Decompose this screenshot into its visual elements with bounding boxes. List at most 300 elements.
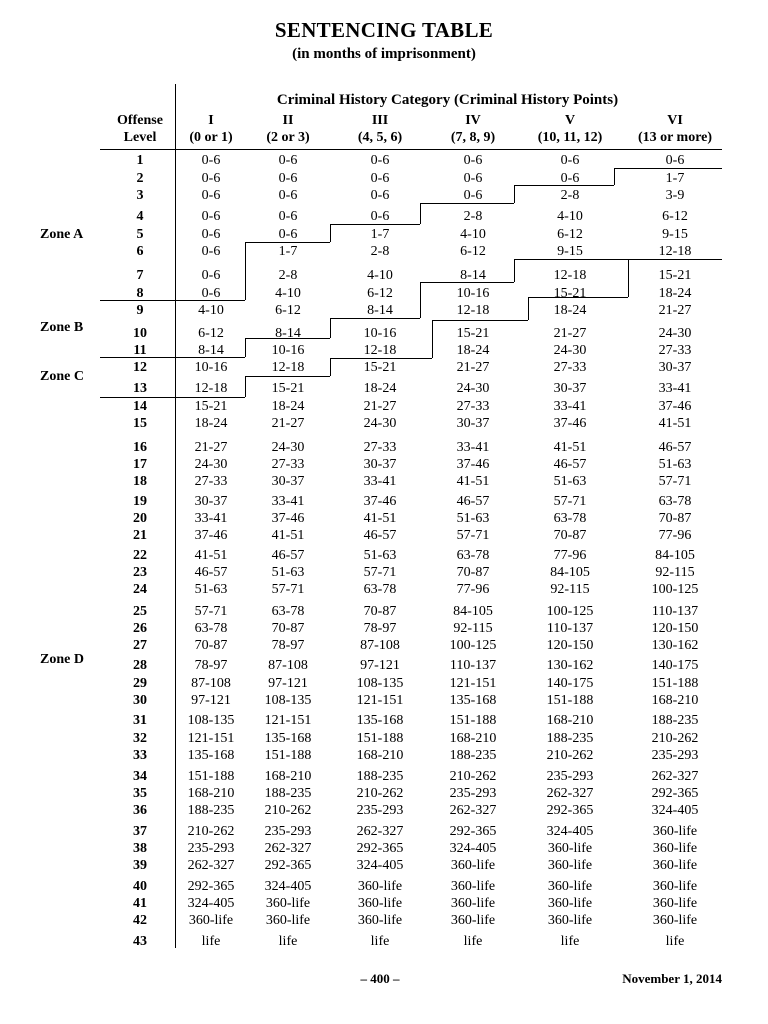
zone-d-label: Zone D <box>40 652 84 667</box>
offense-level-30: 30 <box>133 693 147 708</box>
range-cell: 324-405 <box>449 841 497 856</box>
range-cell: 21-27 <box>271 416 305 431</box>
category-ii-label: II <box>282 113 294 128</box>
range-cell: 1-7 <box>370 227 390 242</box>
range-cell: 292-365 <box>449 824 497 839</box>
range-cell: 1-7 <box>278 244 298 259</box>
range-cell: 360-life <box>547 841 593 856</box>
range-cell: 188-235 <box>356 769 404 784</box>
category-i-label: I <box>208 113 214 128</box>
zone-boundary-line <box>330 224 331 242</box>
range-cell: 188-235 <box>546 731 594 746</box>
range-cell: 70-87 <box>363 604 397 619</box>
range-cell: 97-121 <box>268 676 308 691</box>
range-cell: 30-37 <box>363 457 397 472</box>
range-cell: 0-6 <box>278 188 298 203</box>
range-cell: 100-125 <box>449 638 497 653</box>
range-cell: 108-135 <box>264 693 312 708</box>
range-cell: 188-235 <box>651 713 699 728</box>
offense-header-line1: Offense <box>117 113 163 128</box>
offense-level-36: 36 <box>133 803 147 818</box>
offense-level-35: 35 <box>133 786 147 801</box>
range-cell: 0-6 <box>370 188 390 203</box>
zone-boundary-line <box>432 320 528 321</box>
range-cell: 0-6 <box>370 171 390 186</box>
category-iii-points: (4, 5, 6) <box>357 130 403 145</box>
range-cell: 10-16 <box>363 326 397 341</box>
range-cell: 2-8 <box>463 209 483 224</box>
offense-level-40: 40 <box>133 879 147 894</box>
range-cell: 12-18 <box>456 303 490 318</box>
range-cell: 2-8 <box>278 268 298 283</box>
range-cell: 46-57 <box>194 565 228 580</box>
range-cell: 235-293 <box>546 769 594 784</box>
range-cell: 18-24 <box>363 381 397 396</box>
range-cell: 15-21 <box>456 326 490 341</box>
range-cell: 140-175 <box>651 658 699 673</box>
range-cell: 210-262 <box>356 786 404 801</box>
range-cell: 360-life <box>265 913 311 928</box>
zone-boundary-line <box>245 376 246 397</box>
range-cell: 24-30 <box>658 326 692 341</box>
range-cell: 9-15 <box>557 244 583 259</box>
range-cell: 41-51 <box>194 548 228 563</box>
range-cell: 188-235 <box>187 803 235 818</box>
range-cell: 51-63 <box>553 474 587 489</box>
offense-level-18: 18 <box>133 474 147 489</box>
range-cell: 360-life <box>265 896 311 911</box>
zone-boundary-line <box>514 185 614 186</box>
category-iii-label: III <box>371 113 389 128</box>
range-cell: 51-63 <box>456 511 490 526</box>
range-cell: 324-405 <box>546 824 594 839</box>
range-cell: 135-168 <box>356 713 404 728</box>
range-cell: 18-24 <box>194 416 228 431</box>
range-cell: 70-87 <box>553 528 587 543</box>
range-cell: 46-57 <box>271 548 305 563</box>
range-cell: 0-6 <box>201 227 221 242</box>
zone-boundary-line <box>420 203 514 204</box>
range-cell: 51-63 <box>271 565 305 580</box>
range-cell: 77-96 <box>456 582 490 597</box>
range-cell: life <box>463 934 483 949</box>
offense-level-8: 8 <box>136 286 144 301</box>
range-cell: 63-78 <box>194 621 228 636</box>
range-cell: 8-14 <box>198 343 224 358</box>
zone-boundary-line <box>100 397 175 398</box>
zone-boundary-line <box>432 320 433 358</box>
range-cell: 41-51 <box>271 528 305 543</box>
range-cell: 151-188 <box>651 676 699 691</box>
range-cell: 27-33 <box>658 343 692 358</box>
range-cell: 15-21 <box>553 286 587 301</box>
range-cell: 30-37 <box>658 360 692 375</box>
range-cell: 6-12 <box>557 227 583 242</box>
range-cell: 360-life <box>547 879 593 894</box>
zone-boundary-line <box>330 318 331 338</box>
range-cell: 130-162 <box>546 658 594 673</box>
range-cell: 37-46 <box>271 511 305 526</box>
range-cell: 21-27 <box>363 399 397 414</box>
range-cell: 18-24 <box>658 286 692 301</box>
offense-level-17: 17 <box>133 457 147 472</box>
range-cell: 0-6 <box>278 153 298 168</box>
range-cell: 0-6 <box>278 209 298 224</box>
range-cell: 168-210 <box>546 713 594 728</box>
range-cell: 360-life <box>450 913 496 928</box>
range-cell: 63-78 <box>271 604 305 619</box>
range-cell: 4-10 <box>367 268 393 283</box>
range-cell: 360-life <box>652 824 698 839</box>
range-cell: 168-210 <box>264 769 312 784</box>
range-cell: 30-37 <box>194 494 228 509</box>
range-cell: 235-293 <box>449 786 497 801</box>
range-cell: 8-14 <box>460 268 486 283</box>
offense-level-9: 9 <box>136 303 144 318</box>
offense-level-10: 10 <box>133 326 147 341</box>
range-cell: 70-87 <box>658 511 692 526</box>
range-cell: 12-18 <box>553 268 587 283</box>
offense-level-38: 38 <box>133 841 147 856</box>
zone-boundary-line <box>245 376 330 377</box>
range-cell: 262-327 <box>651 769 699 784</box>
range-cell: 168-210 <box>449 731 497 746</box>
range-cell: 0-6 <box>201 188 221 203</box>
range-cell: 30-37 <box>553 381 587 396</box>
range-cell: 27-33 <box>456 399 490 414</box>
offense-level-15: 15 <box>133 416 147 431</box>
range-cell: 130-162 <box>651 638 699 653</box>
range-cell: 51-63 <box>194 582 228 597</box>
range-cell: 324-405 <box>187 896 235 911</box>
range-cell: 292-365 <box>356 841 404 856</box>
page-subtitle: (in months of imprisonment) <box>292 46 476 62</box>
range-cell: 110-137 <box>449 658 497 673</box>
range-cell: 63-78 <box>553 511 587 526</box>
range-cell: 24-30 <box>194 457 228 472</box>
zone-boundary-line <box>245 242 246 300</box>
range-cell: 51-63 <box>658 457 692 472</box>
offense-level-13: 13 <box>133 381 147 396</box>
range-cell: 121-151 <box>264 713 312 728</box>
range-cell: 24-30 <box>553 343 587 358</box>
range-cell: 151-188 <box>449 713 497 728</box>
range-cell: 6-12 <box>275 303 301 318</box>
offense-level-5: 5 <box>136 227 144 242</box>
range-cell: 360-life <box>652 841 698 856</box>
offense-level-42: 42 <box>133 913 147 928</box>
range-cell: 360-life <box>357 896 403 911</box>
zone-boundary-line <box>628 259 722 260</box>
range-cell: 15-21 <box>271 381 305 396</box>
criminal-history-header: Criminal History Category (Criminal History Points) <box>276 92 619 108</box>
offense-header-line2: Level <box>123 130 157 145</box>
range-cell: 57-71 <box>553 494 587 509</box>
range-cell: 77-96 <box>658 528 692 543</box>
range-cell: 210-262 <box>449 769 497 784</box>
offense-level-19: 19 <box>133 494 147 509</box>
offense-level-31: 31 <box>133 713 147 728</box>
offense-level-26: 26 <box>133 621 147 636</box>
range-cell: 108-135 <box>356 676 404 691</box>
range-cell: 262-327 <box>356 824 404 839</box>
range-cell: 0-6 <box>201 286 221 301</box>
range-cell: 97-121 <box>360 658 400 673</box>
range-cell: 78-97 <box>363 621 397 636</box>
range-cell: 2-8 <box>370 244 390 259</box>
range-cell: 21-27 <box>456 360 490 375</box>
zone-boundary-line <box>420 282 421 318</box>
range-cell: 140-175 <box>546 676 594 691</box>
range-cell: 10-16 <box>456 286 490 301</box>
range-cell: 210-262 <box>546 748 594 763</box>
range-cell: 4-10 <box>460 227 486 242</box>
range-cell: 6-12 <box>367 286 393 301</box>
range-cell: 8-14 <box>367 303 393 318</box>
zone-c-label: Zone C <box>40 369 84 384</box>
range-cell: 41-51 <box>363 511 397 526</box>
range-cell: 12-18 <box>271 360 305 375</box>
range-cell: 0-6 <box>665 153 685 168</box>
range-cell: 33-41 <box>658 381 692 396</box>
range-cell: 0-6 <box>463 153 483 168</box>
range-cell: life <box>278 934 298 949</box>
range-cell: 262-327 <box>264 841 312 856</box>
range-cell: 18-24 <box>553 303 587 318</box>
range-cell: 292-365 <box>187 879 235 894</box>
range-cell: 151-188 <box>264 748 312 763</box>
zone-boundary-line <box>614 168 615 185</box>
range-cell: 24-30 <box>456 381 490 396</box>
offense-level-37: 37 <box>133 824 147 839</box>
offense-level-4: 4 <box>136 209 144 224</box>
zone-boundary-line <box>245 338 246 357</box>
range-cell: 33-41 <box>456 440 490 455</box>
range-cell: 324-405 <box>264 879 312 894</box>
level-column-rule <box>175 84 176 948</box>
range-cell: 168-210 <box>356 748 404 763</box>
range-cell: 0-6 <box>201 268 221 283</box>
zone-boundary-line <box>330 318 420 319</box>
range-cell: 188-235 <box>264 786 312 801</box>
range-cell: 37-46 <box>553 416 587 431</box>
range-cell: 78-97 <box>194 658 228 673</box>
range-cell: 235-293 <box>264 824 312 839</box>
category-v-points: (10, 11, 12) <box>537 130 603 145</box>
range-cell: 92-115 <box>453 621 493 636</box>
range-cell: 27-33 <box>194 474 228 489</box>
range-cell: 292-365 <box>651 786 699 801</box>
range-cell: 41-51 <box>658 416 692 431</box>
range-cell: 92-115 <box>550 582 590 597</box>
offense-level-41: 41 <box>133 896 147 911</box>
range-cell: 37-46 <box>194 528 228 543</box>
range-cell: 12-18 <box>658 244 692 259</box>
header-rule <box>100 149 722 150</box>
range-cell: 360-life <box>652 896 698 911</box>
range-cell: 0-6 <box>201 171 221 186</box>
range-cell: 210-262 <box>264 803 312 818</box>
range-cell: 30-37 <box>456 416 490 431</box>
offense-level-1: 1 <box>136 153 144 168</box>
range-cell: 37-46 <box>658 399 692 414</box>
range-cell: 97-121 <box>191 693 231 708</box>
range-cell: 87-108 <box>191 676 231 691</box>
zone-a-label: Zone A <box>40 227 84 242</box>
offense-level-43: 43 <box>133 934 147 949</box>
range-cell: 77-96 <box>553 548 587 563</box>
range-cell: 0-6 <box>201 209 221 224</box>
range-cell: 360-life <box>357 879 403 894</box>
category-v-label: V <box>564 113 576 128</box>
range-cell: 70-87 <box>194 638 228 653</box>
range-cell: 120-150 <box>546 638 594 653</box>
offense-level-39: 39 <box>133 858 147 873</box>
zone-boundary-line <box>245 242 330 243</box>
range-cell: 2-8 <box>560 188 580 203</box>
range-cell: 0-6 <box>560 153 580 168</box>
offense-level-21: 21 <box>133 528 147 543</box>
range-cell: 70-87 <box>271 621 305 636</box>
zone-boundary-line <box>175 397 245 398</box>
range-cell: 0-6 <box>560 171 580 186</box>
range-cell: 235-293 <box>187 841 235 856</box>
range-cell: 46-57 <box>363 528 397 543</box>
range-cell: 324-405 <box>356 858 404 873</box>
range-cell: 63-78 <box>363 582 397 597</box>
range-cell: 292-365 <box>546 803 594 818</box>
range-cell: 121-151 <box>449 676 497 691</box>
offense-level-16: 16 <box>133 440 147 455</box>
category-i-points: (0 or 1) <box>189 130 233 145</box>
range-cell: 0-6 <box>463 188 483 203</box>
zone-b-label: Zone B <box>40 320 84 335</box>
offense-level-3: 3 <box>136 188 144 203</box>
range-cell: 168-210 <box>651 693 699 708</box>
range-cell: 0-6 <box>463 171 483 186</box>
range-cell: 57-71 <box>271 582 305 597</box>
range-cell: 84-105 <box>550 565 590 580</box>
range-cell: 360-life <box>547 858 593 873</box>
range-cell: 41-51 <box>553 440 587 455</box>
range-cell: 360-life <box>547 896 593 911</box>
range-cell: 262-327 <box>546 786 594 801</box>
zone-boundary-line <box>330 224 420 225</box>
range-cell: 0-6 <box>201 244 221 259</box>
range-cell: 0-6 <box>370 209 390 224</box>
range-cell: 33-41 <box>271 494 305 509</box>
range-cell: 27-33 <box>553 360 587 375</box>
page-number: – 400 – <box>360 971 400 986</box>
category-vi-points: (13 or more) <box>637 130 713 145</box>
range-cell: 33-41 <box>553 399 587 414</box>
offense-level-25: 25 <box>133 604 147 619</box>
range-cell: 24-30 <box>271 440 305 455</box>
category-ii-points: (2 or 3) <box>266 130 310 145</box>
range-cell: 9-15 <box>662 227 688 242</box>
range-cell: 292-365 <box>264 858 312 873</box>
range-cell: life <box>560 934 580 949</box>
revision-date: November 1, 2014 <box>622 971 722 986</box>
offense-level-14: 14 <box>133 399 147 414</box>
zone-boundary-line <box>528 297 628 298</box>
range-cell: 0-6 <box>278 227 298 242</box>
offense-level-28: 28 <box>133 658 147 673</box>
zone-boundary-line <box>245 338 330 339</box>
range-cell: 15-21 <box>363 360 397 375</box>
offense-level-24: 24 <box>133 582 147 597</box>
range-cell: 110-137 <box>651 604 699 619</box>
range-cell: 63-78 <box>456 548 490 563</box>
offense-level-27: 27 <box>133 638 147 653</box>
range-cell: 3-9 <box>665 188 685 203</box>
page-title: SENTENCING TABLE <box>274 18 494 42</box>
offense-level-11: 11 <box>133 343 147 358</box>
zone-boundary-line <box>628 259 629 297</box>
range-cell: 18-24 <box>271 399 305 414</box>
range-cell: 151-188 <box>546 693 594 708</box>
range-cell: 33-41 <box>363 474 397 489</box>
offense-level-7: 7 <box>136 268 144 283</box>
range-cell: 6-12 <box>198 326 224 341</box>
zone-boundary-line <box>330 358 331 376</box>
range-cell: 21-27 <box>658 303 692 318</box>
range-cell: 135-168 <box>449 693 497 708</box>
range-cell: 18-24 <box>456 343 490 358</box>
range-cell: 324-405 <box>651 803 699 818</box>
range-cell: 27-33 <box>271 457 305 472</box>
zone-boundary-line <box>528 297 529 320</box>
range-cell: 87-108 <box>360 638 400 653</box>
range-cell: 15-21 <box>194 399 228 414</box>
range-cell: 262-327 <box>449 803 497 818</box>
zone-boundary-line <box>514 185 515 203</box>
range-cell: 57-71 <box>658 474 692 489</box>
range-cell: 46-57 <box>553 457 587 472</box>
range-cell: 4-10 <box>557 209 583 224</box>
range-cell: 235-293 <box>651 748 699 763</box>
range-cell: 0-6 <box>370 153 390 168</box>
offense-level-29: 29 <box>133 676 147 691</box>
range-cell: 210-262 <box>187 824 235 839</box>
zone-boundary-line <box>420 282 514 283</box>
range-cell: 37-46 <box>456 457 490 472</box>
zone-boundary-line <box>514 259 515 282</box>
range-cell: 46-57 <box>658 440 692 455</box>
range-cell: life <box>201 934 221 949</box>
zone-boundary-line <box>100 357 245 358</box>
range-cell: 46-57 <box>456 494 490 509</box>
offense-level-2: 2 <box>136 171 144 186</box>
range-cell: 37-46 <box>363 494 397 509</box>
range-cell: 21-27 <box>194 440 228 455</box>
range-cell: 235-293 <box>356 803 404 818</box>
range-cell: 188-235 <box>449 748 497 763</box>
offense-level-12: 12 <box>133 360 147 375</box>
range-cell: life <box>665 934 685 949</box>
offense-level-32: 32 <box>133 731 147 746</box>
category-vi-label: VI <box>667 113 683 128</box>
range-cell: 84-105 <box>655 548 695 563</box>
range-cell: 51-63 <box>363 548 397 563</box>
range-cell: life <box>370 934 390 949</box>
offense-level-22: 22 <box>133 548 147 563</box>
zone-boundary-line <box>100 300 245 301</box>
range-cell: 360-life <box>547 913 593 928</box>
range-cell: 262-327 <box>187 858 235 873</box>
range-cell: 84-105 <box>453 604 493 619</box>
range-cell: 30-37 <box>271 474 305 489</box>
